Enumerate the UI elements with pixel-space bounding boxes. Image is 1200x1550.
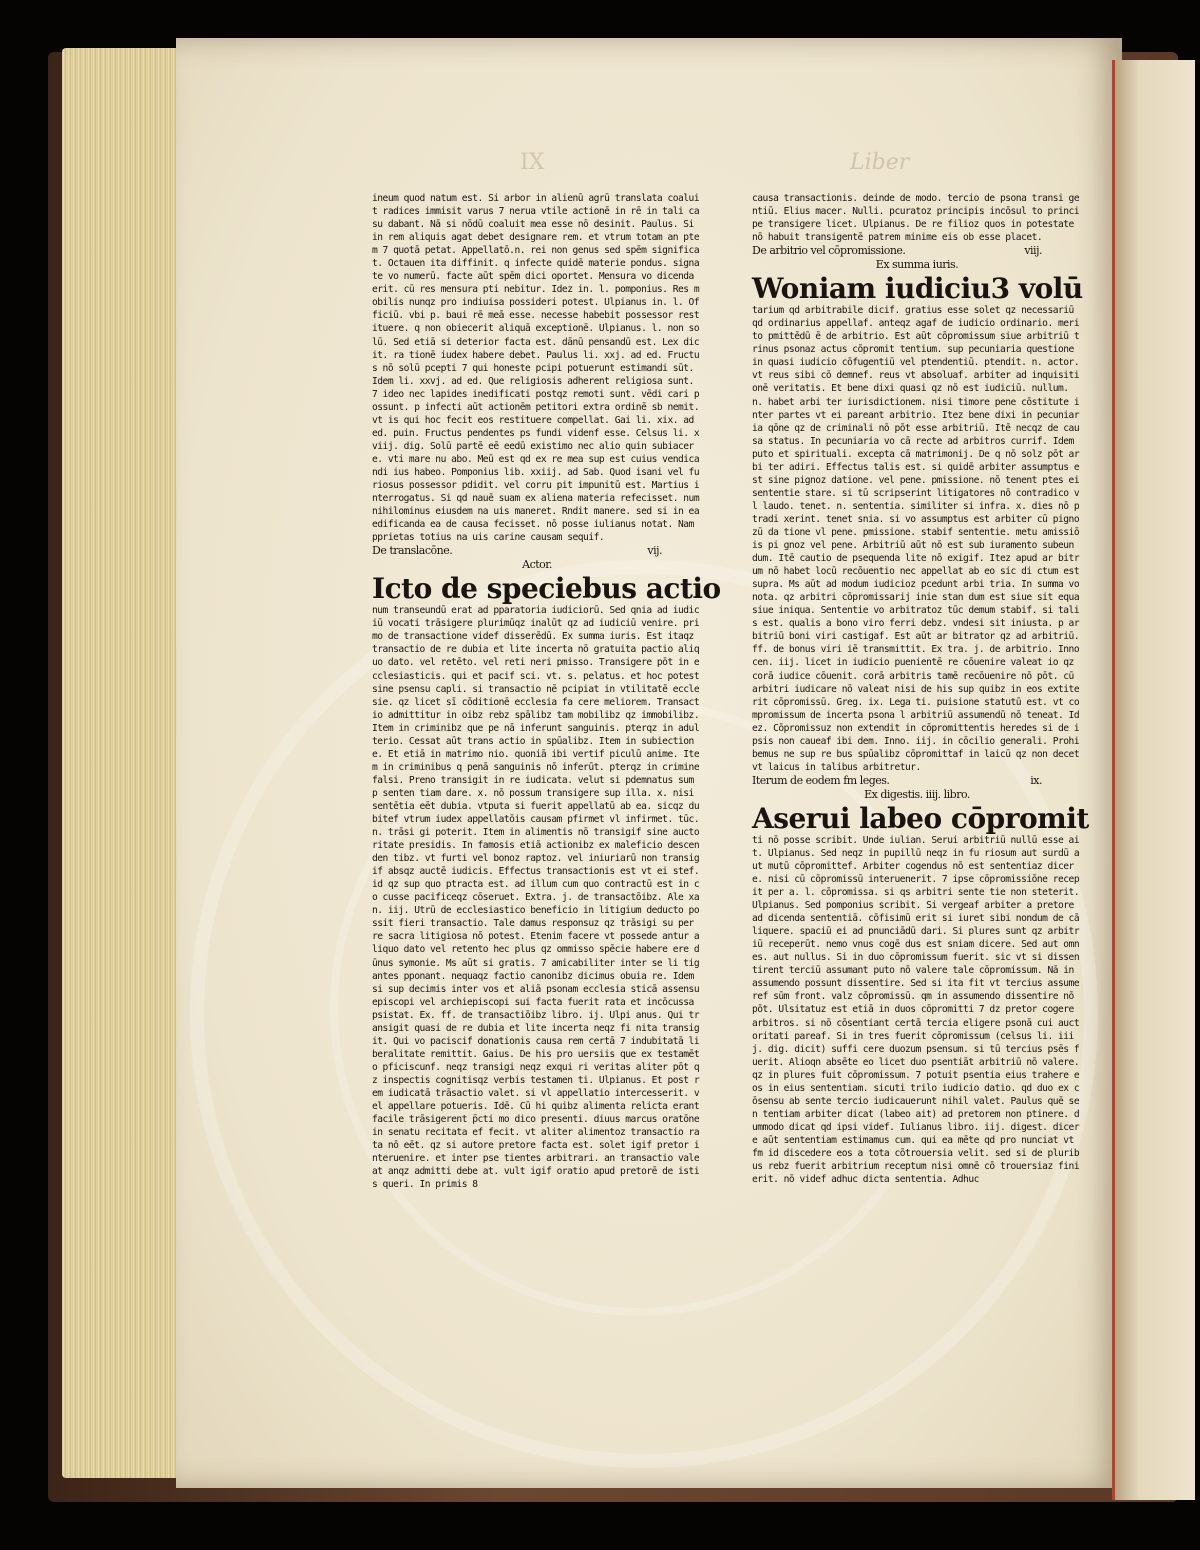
- rubric-row: [752, 774, 1082, 788]
- paragraph: num transeundū erat ad pparatoria iudiciorū. Sed qnia ad iudiciū vocati trāsigere plurimūqz inalūt qz ad iudiciū venire. primo de transactione videf disserēdū. Ex summa iuris. Est itaqz transactio de re dubia et lite incerta nō gratuita pactio aliquo dato. vel retēto. vel reti neri pmisso. Transigere pōt in ecclesiasticis. qui et pacif sci. vt. s. pelatus. et hoc potest sine psensu capli. si transactio nē pcipiat in vtilitatē ecclesie. qz licet sī cōditionē ecclesia fa cere meliorem. Transactio admittitur in oibz rebz spālibz tam mobilibz qz immobilibz. Item in criminibz que pe nā inferunt sanguinis. pterqz in adulterio. Cessat aūt trans actio in spūalibz. Item in subiectione. Et etiā in matrimo nio. quoniā ibi vertif piculū anime. Item in criminibus q penā sanguinis nō inferūt. pterqz in crimine falsi. Preno transigit in re iudicata. velut si pdemnatus sum p senten tiam dare. x. nō possum transigere sup illa. x. nisi sentētia eēt dubia. vtputa si fuerit appellatū ab ea. sicqz dubitef vtrum iudex appellatōis causam pfirmet vl infirmet. tūc. n. trāsi gi poterit. Item in alimentis nō transigif sine auctoritate presidis. In famosis etiā actionibz ex maleficio descenden tibz. vt furti vel bonoz raptoz. vel iniuriarū non transigif absqz auctē iudicis. Effectus transactionis est vt ei stef. id qz sup quo ptracta est. ad illum cum quo contractū est in co cusse pacificeqz cōseruet. Extra. j. de transactōibz. Ale xan. iij. Utrū de ecclesiastico beneficio in litigium deducto possit fieri transactio. Tale damus responsuz qz trāsigi su per re sacra litigiosa nō potest. Etenim facere vt possede antur aliquo dato vel retento hec plus qz ommisso spēcie habere ere dūnus symonie. Ms aūt si gratis. 7 amicabiliter inter se li tigantes pponant. nequaqz factio canonibz dicimus obuia re. Idem si sup decimis inter vos et aliā psonam ecclesia sticā assensu episcopi vel archiepiscopi sui facta fuerit rata et incōcussa psistat. Ex. ff. de transactiōibz libro. ij. Ulpi anus. Qui transigit quasi de re dubia et lite incerta neqz fi nita transigit. Qui vo paciscif donationis causa rem certā 7 indubitatā liberalitate remittit. Gaius. De his pro uersiis que ex testamēto pficiscunf. neqz transigi neqz exqui ri veritas aliter pōt qz inspectis cognitisqz verbis testamen ti. Ulpianus. Et post rem iudicatā trāsactio valet. si vl appellatio intercesserit. vel appellare potueris. Idē. Cū hi quibz alimenta relicta erant facile trāsigerent p̄cti mo dico presenti. diuus marcus oratōne in senatu recitata ef fecit. vt aliter alimentoz transactio rata nō eēt. qz si autore pretore facta est. solet igif pretor interuenire. et inter pse tientes arbitrari. an transactio valeat anqz admitti debe at. vult igif oratio apud pretorē de istis queri. In primis 8: [372, 605, 700, 1191]
- section-heading: Icto de speciebus actio: [372, 572, 721, 606]
- section-heading: Aserui labeo cōpromit: [752, 801, 1089, 835]
- paragraph: ti nō posse scribit. Unde iulian. Serui arbitriū nullū esse ait. Ulpianus. Sed neqz in pupillū neqz in fu riosum aut surdū aut mutū cōpromittef. Arbiter cogendus nō est sententiaz dicere. nisi cū cōpromissū interuenerit. 7 ipse cōpromissiōne recepit per a. l. cōpromissa. si qs arbitri sente tie non steterit. Ulpianus. Sed pomponius scribit. Si vergeaf arbiter a pretore ad dicenda sententiā. cōfisimū erit si iuret sibi nondum de cā liquere. spaciū ei ad pnunciādū dari. Si plures sunt qz arbitriū receperūt. nemo vnus cogē dus est sniam dicere. Sed aut omnes. aut nullus. Si in duo cōpromissum fuerit. sic vt si dissentirent terciū assumant puto nō valere tale cōpromissum. Nā in assumendo possunt dissentire. Sed si ita fit vt tercius assumeref sūm front. valz cōpromissū. qm in assumendo dissentire nō pōt. Ulsitatuz est etiā in duos cōpromitti 7 dz pretor cogere arbitros. si nō cōsentiant certā tercia eligere psonā cui auctoritati pareaf. Si in tres fuerit cōpromissum (celsus li. iiij. dig. dicit) suffi cere duozum psensum. si tū tercius psēs fuerit. Alioqn absēte eo licet duo psentiāt arbitriū nō valere. qz in plures fuit cōpromissum. 7 potuit psentia eius trahere eos in eius sententiam. sicuti trilo iudicio datio. qd duo ex cōsensu ab sente tercio iudicauerunt nihil valet. Paulus quē sen tentiam arbiter dicat (labeo ait) ad pretorem non ptinere. dummodo dicat qd ipsi videf. Iulianus libro. iij. digest. dicere aūt sententiam estimamus cum. qui ea mēte qd pro nunciat vt fm id discedere eos a tota cōtrouersia velit. sed si de pluribus rebz fuerit arbitrium receptum nisi omnē cō trouersiaz finierit. nō videf adhuc dicta sententia. Adhuc: [752, 834, 1080, 1186]
- section-heading: Woniam iudiciu3 volū: [752, 272, 1083, 306]
- paragraph: ineum quod natum est. Si arbor in alienū agrū translata coaluit radices immisit varus 7 nerua vtile actionē in rē in tali casu dabant. Nā si nōdū coaluit mea esse nō desinit. Paulus. Si in rem aliquis agat debet designare rem. et vtrum totam an ptem 7 quotā petat. Appellatō.n. rei non genus sed spēm significat. Octauen ita diffinit. q infecte quidē materie pondus. signate vo numerū. facte aūt spēm dici oportet. Mensura vo dicenda erit. cū res mensura pti nebitur. Idez in. l. pomponius. Res mobilis nunqz pro indiuisa possideri potest. Ulpianus in. l. Officiū. vbi p. baui rē meā esse. necesse habebit possessor restituere. q non obiecerit aliquā exceptionē. Ulpianus. l. non solū. Sed etiā si deterior facta est. dānū pensandū est. Lex dicit. ra tionē iudex habere debet. Paulus li. xxj. ad ed. Fructus nō solū pcepti 7 qui honeste pcipi potuerunt estimandi sūt. Idem li. xxvj. ad ed. Que religiosis adherent religiosa sunt. 7 ideo nec lapides inedificati postqz remoti sunt. vēdi cari possunt. p infecti aūt actionēm petitori extra ordinē sb nemit. vt is qui hoc fecit eos restituere compellat. Gai li. xix. ad ed. puin. Fructus pendentes ps fundi videnf esse. Celsus li. xviij. dig. Solū partē eē eedū existimo nec alio quin subiacere. vti mare nu abo. Meū est qd ex re mea sup est cuius vendicandi ius habeo. Pomponius lib. xxiij. ad Sab. Quod isani vel furiosus possessor pdidit. vel corru pit impunitū est. Martius interrogatus. Si qd nauē suam ex aliena materia refecisset. num nihilominus eiusdem na uis maneret. Rndit manere. sed si in ea edificanda ea de causa fecisset. nō posse iulianus notat. Nam pprietas totius na uis carine causam sequif.: [372, 193, 700, 544]
- rubric: De translacōne.: [372, 544, 453, 558]
- rubric: Actor.: [522, 558, 552, 572]
- paragraph: tarium qd arbitrabile dicif. gratius esse solet qz necessariū qd ordinarius appellaf. anteqz agaf de iudicio ordinario. merito pmittēdū ē de arbitrio. Est aūt cōpromissum siue arbitriū trinus psonaz actus cōpromit tentium. sup pecuniaria questione in quasi iudicio cōfugentiū vel ptendentiū. ptendit. n. actor. vt reus sibi cō demnef. reus vt absoluaf. arbiter ad inquisitionē veritatis. Et bene dixi quasi qz nō est iudiciū. nullum. n. habet arbi ter iurisdictionem. nisi timore pene cōstitute inter partes vt ei pareant arbitrio. Itez bene dixi in pecuniaria qōne qz de criminali nō pōt esse arbitriū. Itē necqz de causa status. In pecuniaria vo cā recte ad arbitros currif. Idem puto et spirituali. excepta cā matrimonij. De q nō solz pōt arbi ter adiri. Effectus talis est. si quidē arbiter assumptus est sine pignoz datione. vel pene. pmissione. nō tenent ptes ei sententie stare. si tū scripserint litigatores nō contradico vl laudo. tenet. n. sententia. similiter si infra. x. dies nō ptradi xerint. tenet snia. si vo assumptus est arbiter cū pignozū da tione vl pene. pmissione. stabif sententie. metu amissiōis pi gnoz vel pene. Arbitriū aūt nō est sub iuramento subeun dum. Itē cautio de psequenda lite nō exigif. Itez apud ar bitrum nō habet locū recōuentio nec appellat ab eo sic di ctum est supra. Ms aūt ad modum iudicioz pcedunt arbi tria. In summa vo nota. qz arbitri cōpromissarij inie stan dum est siue sit equa siue iniqua. Sententie vo arbitratoz tūc demum stabif. si talis est. qualis a bono viro ferri debz. vndesi sit iniusta. p arbitriū boni viri castigaf. Est aūt ar bitrator qz ad arbitriū. ff. de bonus viri iē transmittit. Ex tra. j. de arbitrio. Inno cen. iij. licet in iudicio puenientē re cōuenire valeat io qz corā iudice cōuenit. corā arbitris tamē recōuenire nō pōt. cū arbitri iudicare nō valeat nisi de his sup quibz in eos extiterit cōpromissū. Greg. ix. Lega ti. puisione statutū est. vt compromissum de incerta psona l arbitriū assumendū nō teneat. Idez. Cōpromissuz non extendit in cōpromittentis heredes si de ipsis non caueaf ibi dem. Inno. iij. in cōcilio generali. Prohibemus ne sup re bus spūalibz cōpromittaf in laicū qz non decet vt laicus in talibus arbitretur.: [752, 305, 1080, 773]
- rubric: Ex summa iuris.: [875, 258, 959, 272]
- right-text-column: [752, 192, 1089, 1186]
- ghost-running-head: Liber: [850, 150, 910, 175]
- left-text-column: [372, 192, 721, 1191]
- rubric-number: viij.: [1024, 244, 1042, 258]
- rubric-number: vij.: [647, 544, 662, 558]
- rubric: Ex digestis. iiij. libro.: [864, 787, 970, 801]
- rubric-row: [752, 244, 1082, 258]
- facing-page-edge: [1112, 60, 1195, 1500]
- rubric-row: [372, 544, 702, 558]
- rubric: De arbitrio vel cōpromissione.: [752, 244, 906, 258]
- ghost-folio: IX: [520, 150, 545, 175]
- rubric-number: ix.: [1030, 773, 1042, 787]
- paragraph: causa transactionis. deinde de modo. tercio de psona transi gentiū. Elius macer. Nulli. pcuratoz principis incōsul to principe transigere licet. Ulpianus. De re filioz quos in potestate nō habuit transigentē patrem minime eis ob esse placet.: [752, 193, 1080, 244]
- rubric: Iterum de eodem fm leges.: [752, 773, 890, 787]
